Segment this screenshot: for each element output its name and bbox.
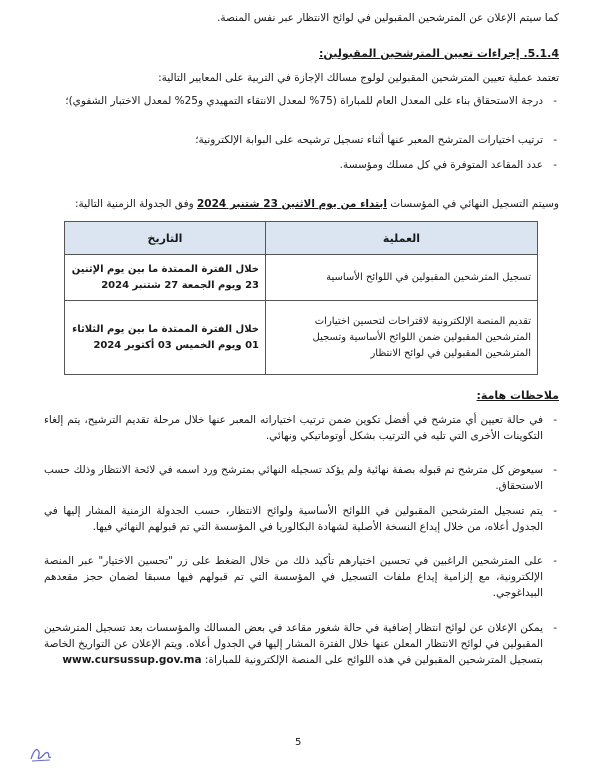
- note-item: - في حالة تعيين أي مترشح في أفضل تكوين ضمن ترتيب اختياراته المعبر عنها خلال مرحلة تقديم الترشيح، يتم إلغاء التكوينات الأخرى التي تليه في الترتيب بشكل أوتوماتيكي ونهائي.: [44, 412, 559, 444]
- row-operation: تقديم المنصة الإلكترونية لاقتراحات لتحسين اختيارات المترشحين المقبولين ضمن اللوائح الأساسية وتسجيل المترشحين المقبولين في لوائح الانتظار: [266, 301, 538, 375]
- table-header-row: [65, 222, 538, 255]
- criteria-item: - درجة الاستحقاق بناء على المعدل العام للمباراة (75% لمعدل الانتقاء التمهيدي و25% لمعدل الاختبار الشفوي)؛: [44, 93, 559, 109]
- table-row: [65, 255, 538, 301]
- table-row: [65, 301, 538, 375]
- section-heading: 5.1.4. إجراءات تعيين المترشحين المقبولين:: [318, 47, 559, 60]
- note-item-text: يمكن الإعلان عن لوائح انتظار إضافية في حالة شغور مقاعد في بعض المسالك والمؤسسات بعد تسجيل المترشحين المقبولين في لوائح الانتظار المعلن عنها خلال الفترة المشار إليها في الجدول أعلاه. ويتم الإعلان عن التواريخ الخاصة بتسجيل المترشحين المقبولين في هذه اللوائح على المنصة الإلكترونية للمباراة:: [44, 622, 543, 666]
- row-date: خلال الفترة الممتدة ما بين يوم الثلاثاء 01 ويوم الخميس 03 أكتوبر 2024: [65, 301, 266, 375]
- note-item: [44, 620, 559, 668]
- section-lead: تعتمد عملية تعيين المترشحين المقبولين لولوج مسالك الإجازة في التربية على المعايير التالية:: [158, 72, 559, 84]
- registration-start-date: ابتداء من يوم الاثنين 23 شتنبر 2024: [197, 198, 387, 210]
- row-date: خلال الفترة الممتدة ما بين يوم الإثنين 23 ويوم الجمعة 27 شتنبر 2024: [65, 255, 266, 301]
- registration-paragraph: [39, 196, 559, 212]
- page-number: 5: [295, 737, 302, 748]
- registration-text-post: وفق الجدولة الزمنية التالية:: [74, 198, 197, 210]
- row-operation: تسجيل المترشحين المقبولين في اللوائح الأساسية: [266, 255, 538, 301]
- registration-schedule-table: [64, 221, 538, 375]
- platform-url: www.cursussup.gov.ma: [62, 654, 202, 666]
- notes-heading: ملاحظات هامة:: [476, 389, 559, 402]
- signature-mark: [28, 744, 54, 764]
- header-date: التاريخ: [65, 222, 266, 255]
- registration-text-pre: وسيتم التسجيل النهائي في المؤسسات: [386, 198, 559, 210]
- intro-line: كما سيتم الإعلان عن المترشحين المقبولين في لوائح الانتظار عبر نفس المنصة.: [216, 12, 559, 24]
- criteria-item: - عدد المقاعد المتوفرة في كل مسلك ومؤسسة.: [44, 157, 559, 173]
- header-operation: العملية: [266, 222, 538, 255]
- note-item: - سيعوض كل مترشح تم قبوله بصفة نهائية ولم يؤكد تسجيله النهائي بمترشح ورد اسمه في لائحة الانتظار وذلك حسب الاستحقاق.: [44, 462, 559, 494]
- criteria-item: - ترتيب اختيارات المترشح المعبر عنها أثناء تسجيل ترشيحه على البوابة الإلكترونية؛: [44, 132, 559, 148]
- note-item: - على المترشحين الراغبين في تحسين اختيارهم تأكيد ذلك من خلال الضغط على زر "تحسين الاختيار" عبر المنصة الإلكترونية، مع إلزامية إيداع ملفات التسجيل في المؤسسة التي تم قبولهم فيها مسبقا لضمان حجز مقعدهم البيداغوجي.: [44, 553, 559, 601]
- note-item: - يتم تسجيل المترشحين المقبولين في اللوائح الأساسية ولوائح الانتظار، حسب الجدولة الزمنية المشار إليها في الجدول أعلاه، من خلال إيداع النسخة الأصلية لشهادة البكالوريا في المؤسسة التي تم قبولهم النهائي فيها.: [44, 503, 559, 535]
